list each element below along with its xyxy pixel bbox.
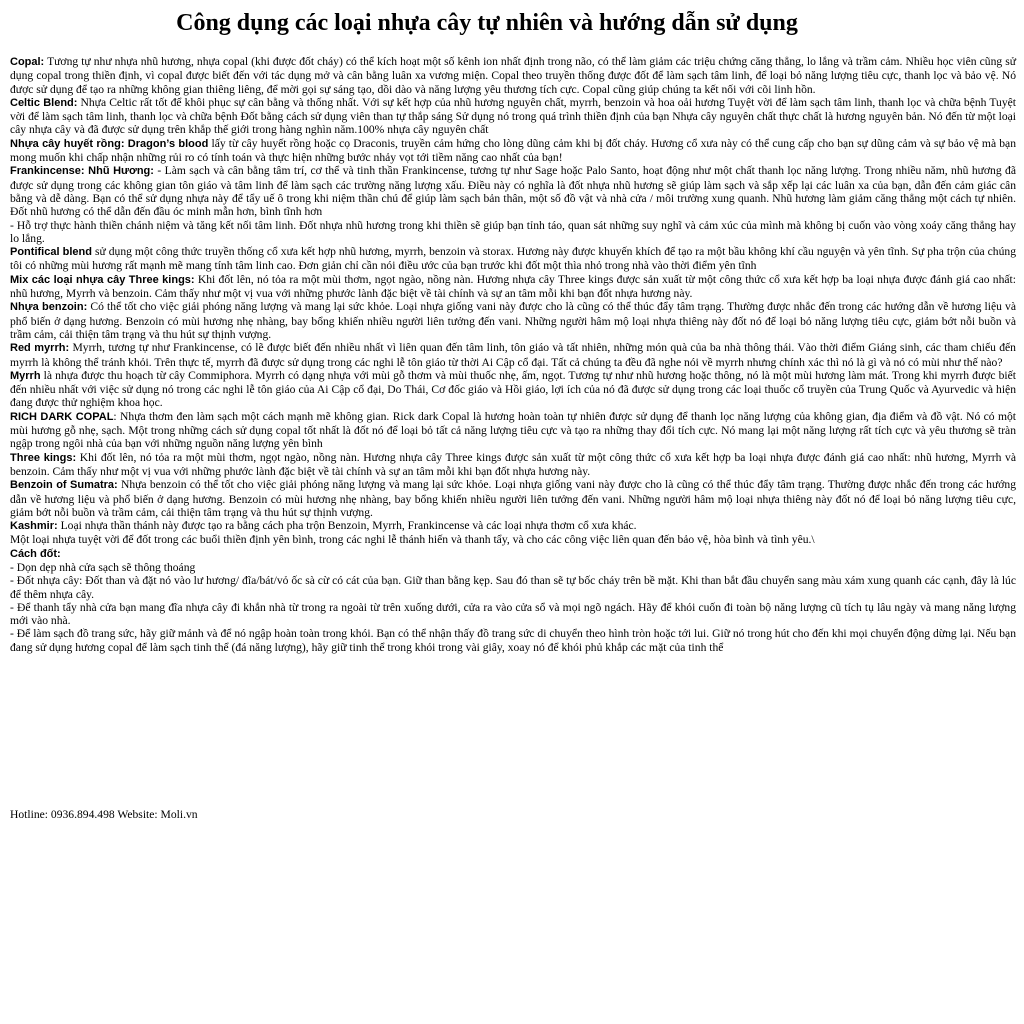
- section-term: Kashmir:: [10, 520, 58, 533]
- section-text: - Làm sạch và cân bằng tâm trí, cơ thể và tinh thần Frankincense, tương tự như Sage hoặc Palo Santo, hoạt động như một chất thanh lọc năng lượng. Trong nhiều năm, nhũ hương đã được sử dụng trong các không gian tôn giáo và tâm linh để làm sạch các trường năng lượng xấu. Điều này có nghĩa là đốt nhựa nhũ hương sẽ giúp làm sạch và sắp xếp lại các luân xa của bạn, dẫn đến cảm giác cân bằng và dễ dàng. Bạn có thể sử dụng nhựa này để tẩy uế ô trong khi niệm thần chú để giúp làm sạch bản thân, một số đồ vật và nhà cửa / môi trường xung quanh. Nhũ hương làm giảm căng thẳng một cách tự nhiên. Đốt nhũ hương có thể dẫn đến đầu óc minh mẫn hơn, bình tĩnh hơn: [10, 164, 1016, 219]
- list-item: - Để làm sạch đồ trang sức, hãy giữ mảnh và để nó ngập hoàn toàn trong khói. Bạn có thể nhận thấy đồ trang sức di chuyển theo hình tròn hoặc tới lui. Giữ nó trong hút cho đến khi mọi chuyển động dừng lại. Nếu bạn đang sử dụng hương copal để làm sạch tinh thể (đá năng lượng), hãy giữ tinh thể trong khói trong vài giây, xoay nó để khói phủ khắp các mặt của tinh thể: [10, 627, 1016, 654]
- section-benzoin: [10, 300, 1016, 341]
- section-pontifical-blend: [10, 245, 1016, 273]
- list-item: - Dọn dẹp nhà cửa sạch sẽ thông thoáng: [10, 560, 196, 574]
- section-text: lấy từ cây huyết rồng hoặc cọ Draconis, truyền cảm hứng cho lòng dũng cảm khi bị đốt cháy. Hương cổ xưa này có thể cung cấp cho bạn sự dũng cảm và sự bảo vệ mà bạn mong muốn khi chấp nhận những rủi ro có tính toán và thực hiện những bước nhảy vọt tới tiềm năng cao nhất của bạn!: [10, 136, 1016, 165]
- section-text: Loại nhựa thần thánh này được tạo ra bằng cách pha trộn Benzoin, Myrrh, Frankincense và các loại nhựa thơm cổ xưa khác.: [57, 519, 637, 533]
- section-myrrh: [10, 369, 1016, 410]
- section-term: Three kings:: [10, 451, 77, 464]
- section-dragons-blood: [10, 137, 1016, 165]
- section-term: Pontifical blend: [10, 246, 92, 259]
- section-text: là nhựa được thu hoạch từ cây Commiphora. Myrrh có dạng nhựa với mùi gỗ thơm và mùi thuốc nhẹ, ấm, ngọt. Tương tự như nhũ hương hoặc thông, nó là một mùi hương làm mát. Trong khi myrrh được biết đến nhiều nhất với việc sử dụng nó trong các nghi lễ tôn giáo của Ai Cập cổ đại, Do Thái, Cơ đốc giáo và Hồi giáo, lợi ích của nó đã được sử dụng trong các loại thuốc cổ truyền của Trung Quốc và Ayurvedic và hiện đang được thử nghiệm khoa học.: [10, 368, 1016, 410]
- section-term: Myrrh: [10, 369, 41, 382]
- section-text: Khi đốt lên, nó tỏa ra một mùi thơm, ngọt ngào, nồng nàn. Hương nhựa cây Three kings được sản xuất từ một công thức cổ xưa kết hợp ba loại nhựa được đánh giá cao nhất: nhũ hương, Myrrh và benzoin. Cảm thấy như một vị vua với những phước lành đặc biệt về tài chính và sự an tâm mỗi khi bạn đốt nhựa hương này.: [10, 272, 1016, 301]
- section-text: Nhựa benzoin có thể tốt cho việc giải phóng năng lượng và mang lại sức khỏe. Loại nhựa giống vani này được cho là cũng có thể thúc đẩy tâm trạng. Thường được nhắc đến trong các hướng dẫn về hương liệu và phổ biến ở dạng hương. Benzoin có mùi hương nhẹ nhàng, bay bổng khiến nhiều người liên tưởng đến vani. Những người hâm mộ loại nhựa thiêng này đốt nó để loại bỏ năng lượng tiêu cực, giảm bớt nỗi buồn và trầm cảm, cải thiện tâm trạng và thu hút sự thịnh vượng.: [10, 478, 1016, 519]
- section-term: RICH DARK COPAL: [10, 410, 114, 423]
- burning-steps: [10, 561, 1016, 654]
- section-frankincense-extra: - Hỗ trợ thực hành thiền chánh niệm và tăng kết nối tâm linh. Đốt nhựa nhũ hương trong khi thiền sẽ giúp bạn tỉnh táo, quan sát những suy nghĩ và cảm xúc của mình mà không bị cuốn vào vòng xoáy căng thẳng hay lo lắng.: [10, 218, 1016, 245]
- footer-contact: Hotline: 0936.894.498 Website: Moli.vn: [10, 808, 198, 821]
- section-rich-dark-copal: [10, 410, 1016, 451]
- section-term: Nhựa cây huyết rồng: Dragon’s blood: [10, 137, 209, 150]
- section-frankincense: [10, 164, 1016, 218]
- section-term: Copal:: [10, 56, 45, 68]
- section-kashmir-extra: Một loại nhựa tuyệt vời để đốt trong các buổi thiền định yên bình, trong các nghi lễ thánh hiến và thanh tẩy, và cho các công việc liên quan đến bảo vệ, hòa bình và tình yêu.\: [10, 533, 815, 547]
- burning-heading: [10, 547, 1016, 561]
- section-red-myrrh: [10, 341, 1016, 369]
- section-text: Có thể tốt cho việc giải phóng năng lượng và mang lại sức khỏe. Loại nhựa giống vani này được cho là cũng có thể thúc đẩy tâm trạng. Thường được nhắc đến trong các hướng dẫn về hương liệu và phổ biến ở dạng hương. Benzoin có mùi hương nhẹ nhàng, bay bổng khiến nhiều người liên tưởng đến vani. Những người hâm mộ loại nhựa thiêng này đốt nó để loại bỏ năng lượng tiêu cực, giảm bớt nỗi buồn và trầm cảm, cải thiện tâm trạng và thu hút sự thịnh vượng.: [10, 300, 1016, 341]
- section-term: Mix các loại nhựa cây Three kings:: [10, 273, 195, 286]
- section-text: Nhựa Celtic rất tốt để khôi phục sự cân bằng và thống nhất. Với sự kết hợp của nhũ hương nguyên chất, myrrh, benzoin và hoa oải hương Tuyệt vời để làm sạch tâm linh, thanh lọc và chữa bệnh Tuyệt vời để làm sạch tâm linh, thanh lọc và chữa bệnh Đốt bằng cách sử dụng viên than tự thắp sáng Sử dụng nó trong quá trình thiền định của bạn Nhựa cây nguyên chất thực chất là hương nguyên bản. Nó đến từ một loại cây nhựa cây và đã được sử dụng trên khắp thế giới trong hàng nghìn năm.100% nhựa cây nguyên chất: [10, 95, 1016, 137]
- list-item: - Đốt nhựa cây: Đốt than và đặt nó vào lư hương/ đĩa/bát/vỏ ốc sà cừ có cát của bạn. Giữ than bằng kẹp. Sau đó than sẽ tự bốc cháy trên bề mặt. Khi than bắt đầu chuyển sang màu xám xung quanh các cạnh, đây là lúc để thêm nhựa cây.: [10, 574, 1016, 601]
- section-text: : Nhựa thơm đen làm sạch một cách mạnh mẽ không gian. Rick dark Copal là hương hoàn toàn tự nhiên được sử dụng để thanh lọc năng lượng của không gian, địa điểm và đồ vật. Nó có một mùi hương gỗ nhẹ, sạch. Một trong những cách sử dụng copal tốt nhất là đốt nó để loại bỏ tất cả năng lượng tiêu cực và tạo ra những thay đổi tích cực. Nó mang lại một năng lượng rất tích cực và yêu thương sẽ tràn ngập trong ngôi nhà của bạn với những nguồn năng lượng yên bình: [10, 409, 1016, 451]
- page-title: Công dụng các loại nhựa cây tự nhiên và hướng dẫn sử dụng: [176, 10, 798, 36]
- section-celtic-blend: [10, 96, 1016, 137]
- section-copal: [10, 55, 1016, 96]
- section-three-kings: [10, 451, 1016, 479]
- section-term: Red myrrh:: [10, 342, 70, 355]
- list-item: - Để thanh tẩy nhà cửa bạn mang đĩa nhựa cây đi khắn nhà từ trong ra ngoài từ trên xuống dưới, cửa ra vào cửa sổ và mọi ngõ ngách. Hãy để khói cuốn đi toàn bộ năng lượng cũ tích tụ lâu ngày và mang năng lượng mới vào nhà.: [10, 600, 1016, 628]
- section-term: Frankincense: Nhũ Hương:: [10, 165, 154, 178]
- section-benzoin-sumatra: [10, 478, 1016, 519]
- document-body: [10, 55, 1016, 654]
- burning-heading-label: Cách đốt:: [10, 547, 61, 560]
- section-term: Benzoin of Sumatra:: [10, 479, 118, 492]
- section-text: Tương tự như nhựa nhũ hương, nhựa copal (khi được đốt cháy) có thể kích hoạt một số kênh ion nhất định trong não, có thể làm giảm các triệu chứng căng thẳng, lo lắng và trầm cảm. Nhiều học viên cũng sử dụng copal trong thiền định, vì copal được biết đến với tác dụng mở và cân bằng luân xa vương miện. Copal theo truyền thống được đốt để làm sạch tâm linh, để loại bỏ năng lượng tiêu cực, thanh lọc và bảo vệ. Nó được sử dụng để tạo ra những không gian thiêng liêng, để mời gọi sự sáng tạo, dồi dào và năng lượng yêu thương tích cực. Copal cũng giúp chúng ta kết nối với cõi linh hồn.: [10, 55, 1016, 96]
- section-kashmir: [10, 519, 1016, 533]
- section-mix-three-kings: [10, 273, 1016, 301]
- section-text: Khi đốt lên, nó tỏa ra một mùi thơm, ngọt ngào, nồng nàn. Hương nhựa cây Three kings được sản xuất từ một công thức cổ xưa kết hợp ba loại nhựa được đánh giá cao nhất: nhũ hương, Myrrh và benzoin. Cảm thấy như một vị vua với những phước lành đặc biệt về tài chính và sự an tâm mỗi khi bạn đốt nhựa hương này.: [10, 450, 1016, 478]
- section-term: Nhựa benzoin:: [10, 301, 88, 314]
- section-text: Myrrh, tương tự như Frankincense, có lẽ được biết đến nhiều nhất vì liên quan đến tâm linh, tôn giáo và tất nhiên, những món quà của ba nhà thông thái. Vào thời điểm Giáng sinh, các tham chiếu đến myrrh là không thể tránh khỏi. Trên thực tế, myrrh đã được sử dụng trong các nghi lễ tôn giáo từ thời Ai Cập cổ đại. Tất cả chúng ta đều đã nghe nói về myrrh nhưng chính xác thì nó là gì và nó có mùi như thế nào?: [10, 341, 1016, 369]
- section-term: Celtic Blend:: [10, 96, 78, 109]
- section-text: sử dụng một công thức truyền thống cổ xưa kết hợp nhũ hương, myrrh, benzoin và storax. Hương này được khuyến khích để tạo ra một bầu không khí cầu nguyện và yên tĩnh. Sự pha trộn của chúng tôi có những mùi hương rất mạnh mẽ mang tính tâm linh cao. Đơn giản chỉ cần nói điều ước của bạn trước khi đốt một thìa nhỏ trong nhà vào thời điểm yên tĩnh: [10, 245, 1016, 273]
